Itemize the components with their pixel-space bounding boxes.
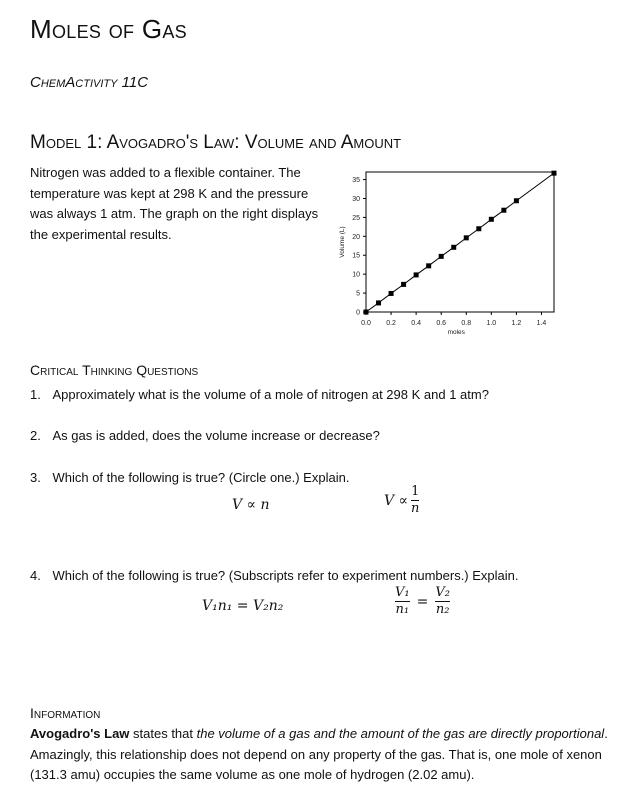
- x-tick-label: 0.8: [461, 320, 472, 327]
- y-tick-label: 20: [352, 233, 360, 241]
- question-4-number: 4.: [30, 568, 41, 583]
- page-subtitle: ChemActivity 11C: [30, 74, 149, 91]
- question-1-text: Approximately what is the volume of a mole of nitrogen at 298 K and 1 atm?: [52, 387, 489, 402]
- x-tick-label: 0.4: [411, 320, 422, 327]
- info-italic: the volume of a gas and the amount of the gas are directly proportional: [196, 726, 605, 741]
- data-point: [414, 272, 419, 277]
- y-tick-label: 30: [352, 195, 360, 203]
- data-point: [476, 226, 481, 231]
- q4-left-denominator: n₁: [395, 602, 410, 617]
- data-point: [464, 235, 469, 240]
- question-1-number: 1.: [30, 387, 41, 402]
- question-2-number: 2.: [30, 428, 41, 443]
- q4-option-b: [395, 586, 450, 617]
- q3-option-b-numerator: 1: [411, 484, 420, 499]
- data-point: [376, 300, 381, 305]
- data-point: [389, 291, 394, 296]
- volume-vs-moles-chart: [330, 160, 570, 350]
- model-heading: Model 1: Avogadro's Law: Volume and Amount: [30, 132, 402, 153]
- data-point: [451, 245, 456, 250]
- page-title: Moles of Gas: [30, 14, 187, 44]
- ctq-heading: Critical Thinking Questions: [30, 362, 199, 378]
- q4-option-b-left-fraction: [395, 586, 410, 617]
- data-point: [439, 254, 444, 259]
- q4-right-numerator: V₂: [435, 585, 450, 600]
- data-point: [501, 208, 506, 213]
- data-point: [514, 198, 519, 203]
- q3-option-b-denominator: n: [411, 501, 420, 516]
- question-3: [30, 470, 349, 485]
- q3-option-b-fraction: [411, 485, 419, 516]
- q3-option-b-prefix: V ∝: [384, 492, 409, 509]
- q4-left-numerator: V₁: [395, 585, 410, 600]
- q4-right-denominator: n₂: [435, 602, 450, 617]
- y-tick-label: 10: [352, 271, 360, 279]
- q3-option-a: V ∝ n: [232, 497, 270, 513]
- x-tick-label: 1.4: [536, 320, 547, 327]
- model-intro: Nitrogen was added to a flexible container. The temperature was kept at 298 K and the pressure was always 1 atm. The graph on the right displays the experimental results.: [30, 165, 319, 242]
- x-tick-label: 0.6: [436, 320, 447, 327]
- data-point: [552, 171, 557, 176]
- question-2: [30, 428, 380, 443]
- info-paragraph: [30, 724, 608, 786]
- y-tick-label: 0: [356, 309, 360, 317]
- question-3-number: 3.: [30, 470, 41, 485]
- info-part1: states that: [129, 726, 197, 741]
- info-part2: . Amazingly, this relationship does not depend on any property of the gas. That is, one mole of xenon (131.3 amu) occupies the same volume as one mole of hydrogen (2.02 amu).: [30, 726, 608, 782]
- y-axis-label: Volume (L): [339, 226, 346, 258]
- y-tick-label: 25: [352, 214, 360, 222]
- question-4: [30, 568, 519, 583]
- y-tick-label: 35: [352, 177, 360, 185]
- x-tick-label: 1.2: [511, 320, 522, 327]
- question-1: [30, 387, 489, 402]
- data-point: [426, 263, 431, 268]
- x-tick-label: 0.2: [386, 320, 396, 327]
- y-tick-label: 15: [352, 252, 360, 260]
- q3-option-b: [384, 485, 419, 516]
- question-4-text: Which of the following is true? (Subscripts refer to experiment numbers.) Explain.: [52, 568, 519, 583]
- x-axis-label: moles: [447, 329, 465, 336]
- info-heading: Information: [30, 705, 101, 721]
- x-tick-label: 1.0: [486, 320, 497, 327]
- q4-option-b-right-fraction: [435, 586, 450, 617]
- question-2-text: As gas is added, does the volume increase or decrease?: [52, 428, 380, 443]
- series-line: [366, 173, 554, 312]
- y-tick-label: 5: [356, 290, 360, 298]
- data-point: [364, 310, 369, 315]
- question-3-text: Which of the following is true? (Circle one.) Explain.: [52, 470, 350, 485]
- data-point: [401, 282, 406, 287]
- data-point: [489, 217, 494, 222]
- info-term: Avogadro's Law: [30, 726, 130, 741]
- q4-option-a: V₁n₁ = V₂n₂: [202, 598, 284, 614]
- x-tick-label: 0.0: [361, 320, 371, 327]
- q4-equals: =: [416, 593, 429, 610]
